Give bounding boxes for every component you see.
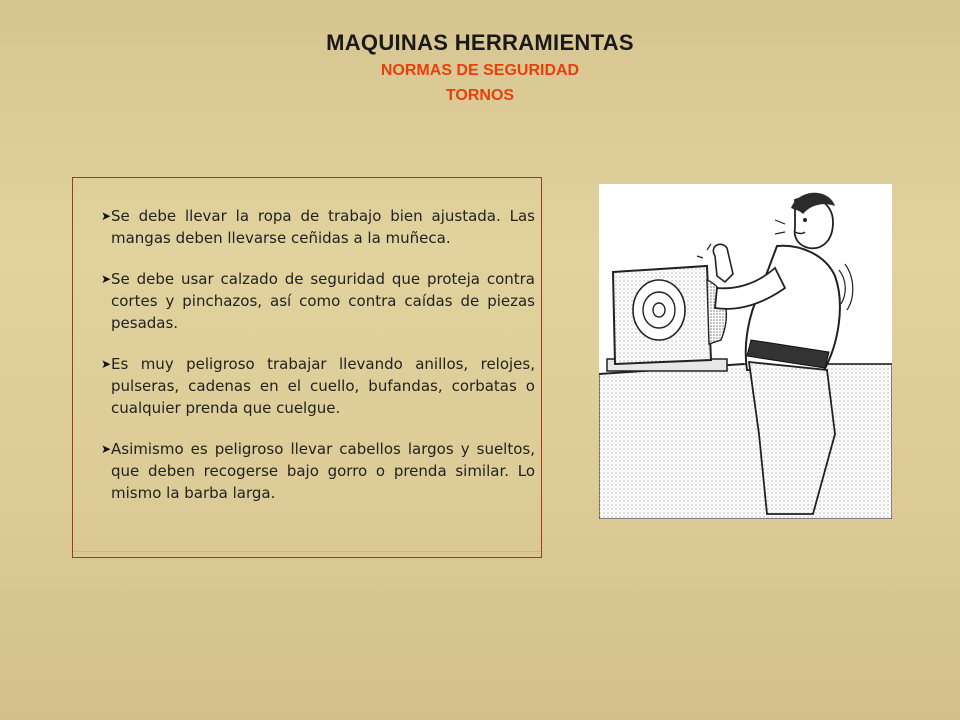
rule-text: Asimismo es peligroso llevar cabellos largos y sueltos, que deben recogerse bajo gorro o prenda similar. Lo mismo la barba larga.: [111, 440, 535, 502]
page-title: MAQUINAS HERRAMIENTAS: [326, 30, 634, 55]
safety-rules-list: [101, 205, 535, 523]
worker-caught-by-lathe-icon: [599, 184, 892, 519]
arrow-bullet-icon: ➤: [101, 209, 112, 223]
rule-text: Se debe llevar la ropa de trabajo bien ajustada. Las mangas deben llevarse ceñidas a la muñeca.: [111, 207, 535, 247]
list-item: [101, 353, 535, 419]
list-item: [101, 268, 535, 334]
list-item: [101, 205, 535, 249]
list-item: [101, 438, 535, 504]
rule-text: Es muy peligroso trabajar llevando anillos, relojes, pulseras, cadenas en el cuello, bufandas, corbatas o cualquier prenda que cuelgue.: [111, 355, 535, 417]
arrow-bullet-icon: ➤: [101, 442, 112, 456]
lathe-hazard-illustration: [599, 184, 892, 519]
section-title: TORNOS: [445, 87, 515, 104]
safety-rules-box: [72, 177, 542, 558]
arrow-bullet-icon: ➤: [101, 272, 112, 286]
rule-text: Se debe usar calzado de seguridad que proteja contra cortes y pinchazos, así como contra caídas de piezas pesadas.: [111, 270, 535, 332]
arrow-bullet-icon: ➤: [101, 357, 112, 371]
page-subtitle: NORMAS DE SEGURIDAD: [380, 62, 580, 79]
